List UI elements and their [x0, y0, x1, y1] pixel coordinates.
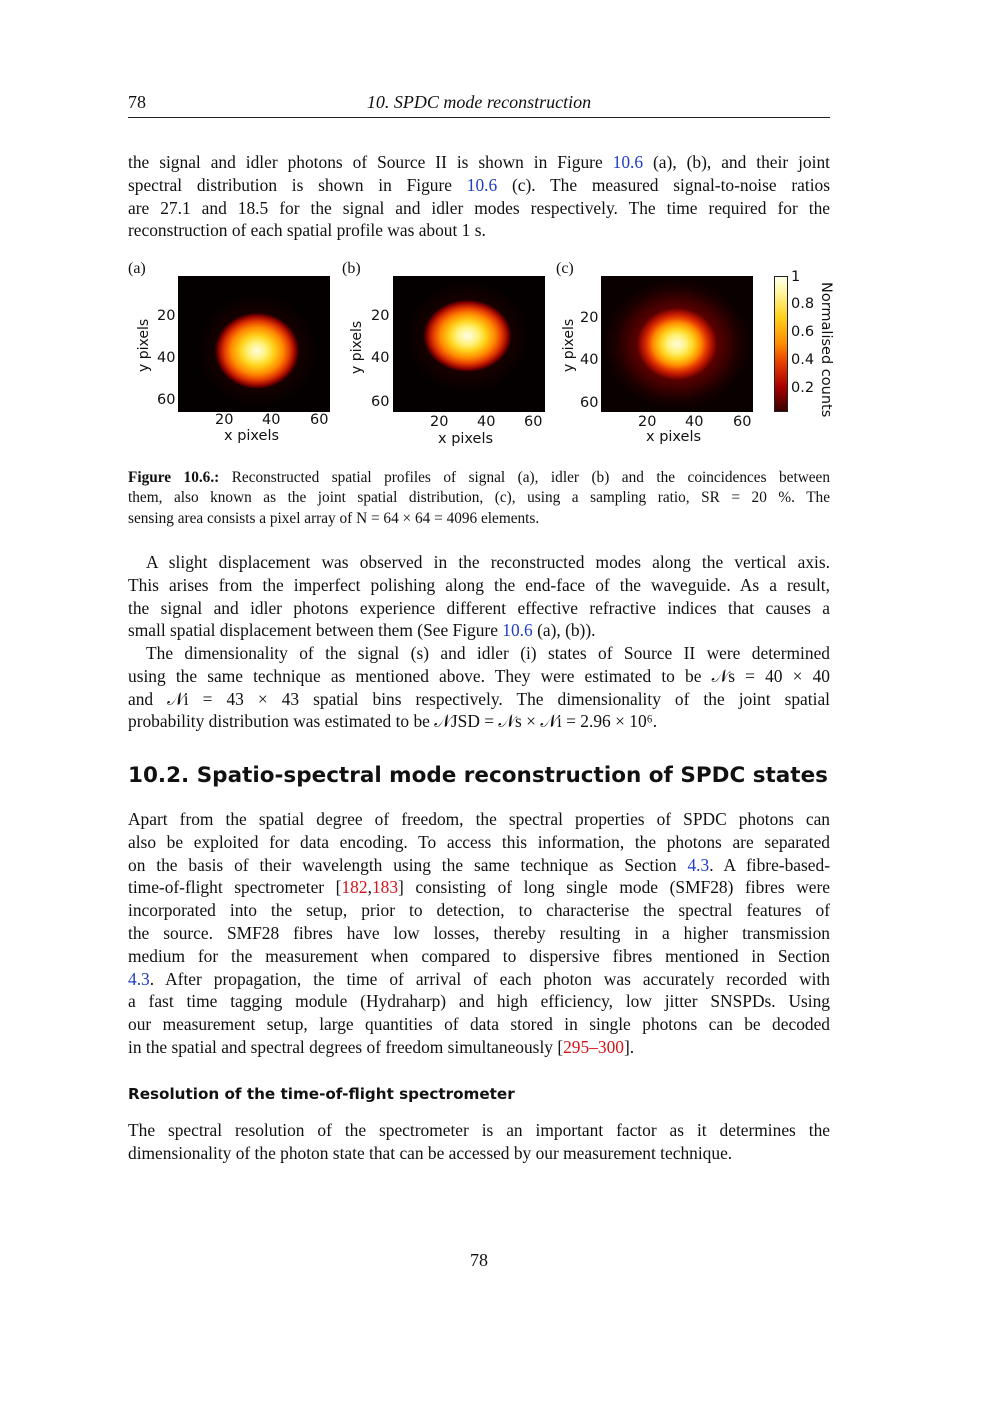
xtick: 20	[430, 414, 449, 430]
text-line: a fast time tagging module (Hydraharp) and high efficiency, low jitter SNSPDs. Using	[128, 991, 830, 1012]
ytick: 60	[157, 392, 176, 408]
colorbar-tick: 0.8	[791, 296, 815, 312]
text-line: Apart from the spatial degree of freedom, the spectral properties of SPDC photons can	[128, 809, 830, 829]
xtick: 40	[685, 414, 704, 430]
running-chapter-title: 10. SPDC mode reconstruction	[366, 92, 592, 112]
caption-line: Figure 10.6.: Reconstructed spatial profiles of signal (a), idler (b) and the coincidences between	[128, 469, 830, 486]
xtick: 20	[215, 412, 234, 428]
text-line: on the basis of their wavelength using the same technique as Section 4.3. A fibre-based-	[128, 854, 830, 875]
y-axis-label: y pixels	[349, 320, 365, 374]
text-line: time-of-flight spectrometer [182,183] consisting of long single mode (SMF28) fibres were	[128, 877, 830, 898]
text-line: The dimensionality of the signal (s) and idler (i) states of Source II were determined	[146, 643, 830, 663]
heatmap-signal	[178, 276, 330, 412]
text-line: The spectral resolution of the spectrometer is an important factor as it determines the	[128, 1120, 830, 1140]
y-axis-label: y pixels	[136, 318, 152, 372]
section-ref-link[interactable]: 4.3	[128, 968, 150, 989]
footer-page-number: 78	[470, 1250, 488, 1270]
x-axis-label: x pixels	[224, 428, 280, 444]
text-line: and 𝒩i = 43 × 43 spatial bins respectively. The dimensionality of the joint spatial	[128, 688, 830, 709]
text-line: our measurement setup, large quantities of data stored in single photons can be decoded	[128, 1014, 830, 1035]
figure-10-6	[0, 0, 1000, 460]
colorbar-tick: 0.4	[791, 352, 815, 368]
xtick: 60	[310, 412, 329, 428]
ytick: 20	[157, 308, 176, 324]
colorbar	[774, 276, 788, 412]
subsection-heading: Resolution of the time-of-flight spectrometer	[128, 1085, 515, 1103]
x-axis-label: x pixels	[438, 431, 494, 447]
text-line: small spatial displacement between them (See Figure 10.6 (a), (b)).	[128, 620, 596, 641]
ytick: 40	[580, 352, 599, 368]
citation-link[interactable]: 295–300	[563, 1036, 624, 1057]
text-line: probability distribution was estimated to be 𝒩JSD = 𝒩s × 𝒩i = 2.96 × 10⁶.	[128, 711, 658, 732]
ytick: 60	[371, 394, 390, 410]
figure-ref-link[interactable]: 10.6	[466, 174, 498, 195]
panel-label-b: (b)	[342, 260, 361, 277]
text-line: reconstruction of each spatial profile was about 1 s.	[128, 220, 486, 241]
heatmap-idler	[393, 276, 545, 412]
figure-caption	[128, 468, 830, 529]
section-ref-link[interactable]: 4.3	[687, 854, 710, 875]
caption-line: them, also known as the joint spatial distribution, (c), using a sampling ratio, SR = 20 %. The	[128, 489, 830, 507]
ytick: 40	[371, 350, 390, 366]
text-line: the signal and idler photons of Source II is shown in Figure 10.6 (a), (b), and their joint	[128, 152, 830, 172]
text-line: the signal and idler photons experience different effective refractive indices that causes a	[128, 597, 830, 618]
text-line: the source. SMF28 fibres have low losses, thereby resulting in a higher transmission	[128, 922, 830, 943]
ytick: 20	[580, 310, 599, 326]
text-line: also be exploited for data encoding. To access this information, the photons are separated	[128, 831, 830, 852]
ytick: 60	[580, 395, 599, 411]
caption-line: sensing area consists a pixel array of N = 64 × 64 = 4096 elements.	[128, 509, 540, 527]
text-line: are 27.1 and 18.5 for the signal and idler modes respectively. The time required for the	[128, 197, 830, 218]
text-line: in the spatial and spectral degrees of freedom simultaneously [295–300].	[128, 1036, 635, 1057]
text-line: This arises from the imperfect polishing along the end-face of the waveguide. As a result,	[128, 574, 830, 595]
x-axis-label: x pixels	[646, 429, 702, 445]
colorbar-tick: 1	[791, 269, 801, 285]
figure-ref-link[interactable]: 10.6	[612, 152, 644, 172]
citation-link[interactable]: 183	[371, 877, 399, 898]
colorbar-tick: 0.6	[791, 324, 815, 340]
text-line: spectral distribution is shown in Figure 10.6 (c). The measured signal-to-noise ratios	[128, 174, 830, 195]
figure-ref-link[interactable]: 10.6	[502, 620, 533, 641]
xtick: 60	[733, 414, 752, 430]
text-line: dimensionality of the photon state that can be accessed by our measurement technique.	[128, 1142, 733, 1163]
section-heading: 10.2. Spatio-spectral mode reconstruction of SPDC states	[128, 763, 828, 788]
text-line: 4.3. After propagation, the time of arrival of each photon was accurately recorded with	[128, 968, 830, 989]
xtick: 20	[638, 414, 657, 430]
paragraph-resolution	[128, 1119, 830, 1165]
xtick: 40	[477, 414, 496, 430]
ytick: 40	[157, 350, 176, 366]
xtick: 60	[524, 414, 543, 430]
header-page-number: 78	[128, 92, 146, 112]
xtick: 40	[262, 412, 281, 428]
paragraph-spectral	[128, 808, 830, 1059]
text-line: A slight displacement was observed in the reconstructed modes along the vertical axis.	[146, 552, 830, 572]
text-line: incorporated into the setup, prior to detection, to characterise the spectral features of	[128, 900, 830, 921]
y-axis-label: y pixels	[561, 318, 577, 372]
text-line: medium for the measurement when compared to dispersive fibres mentioned in Section	[128, 945, 830, 966]
panel-label-c: (c)	[556, 260, 574, 277]
text-line: using the same technique as mentioned above. They were estimated to be 𝒩s = 40 × 40	[128, 665, 830, 686]
paragraph-dimensionality	[128, 642, 830, 733]
colorbar-label: Normalised counts	[818, 282, 834, 418]
citation-link[interactable]: 182	[341, 877, 368, 898]
ytick: 20	[371, 308, 390, 324]
panel-label-a: (a)	[128, 260, 146, 277]
heatmap-joint	[601, 276, 753, 412]
paragraph-displacement	[128, 551, 830, 642]
colorbar-tick: 0.2	[791, 380, 815, 396]
